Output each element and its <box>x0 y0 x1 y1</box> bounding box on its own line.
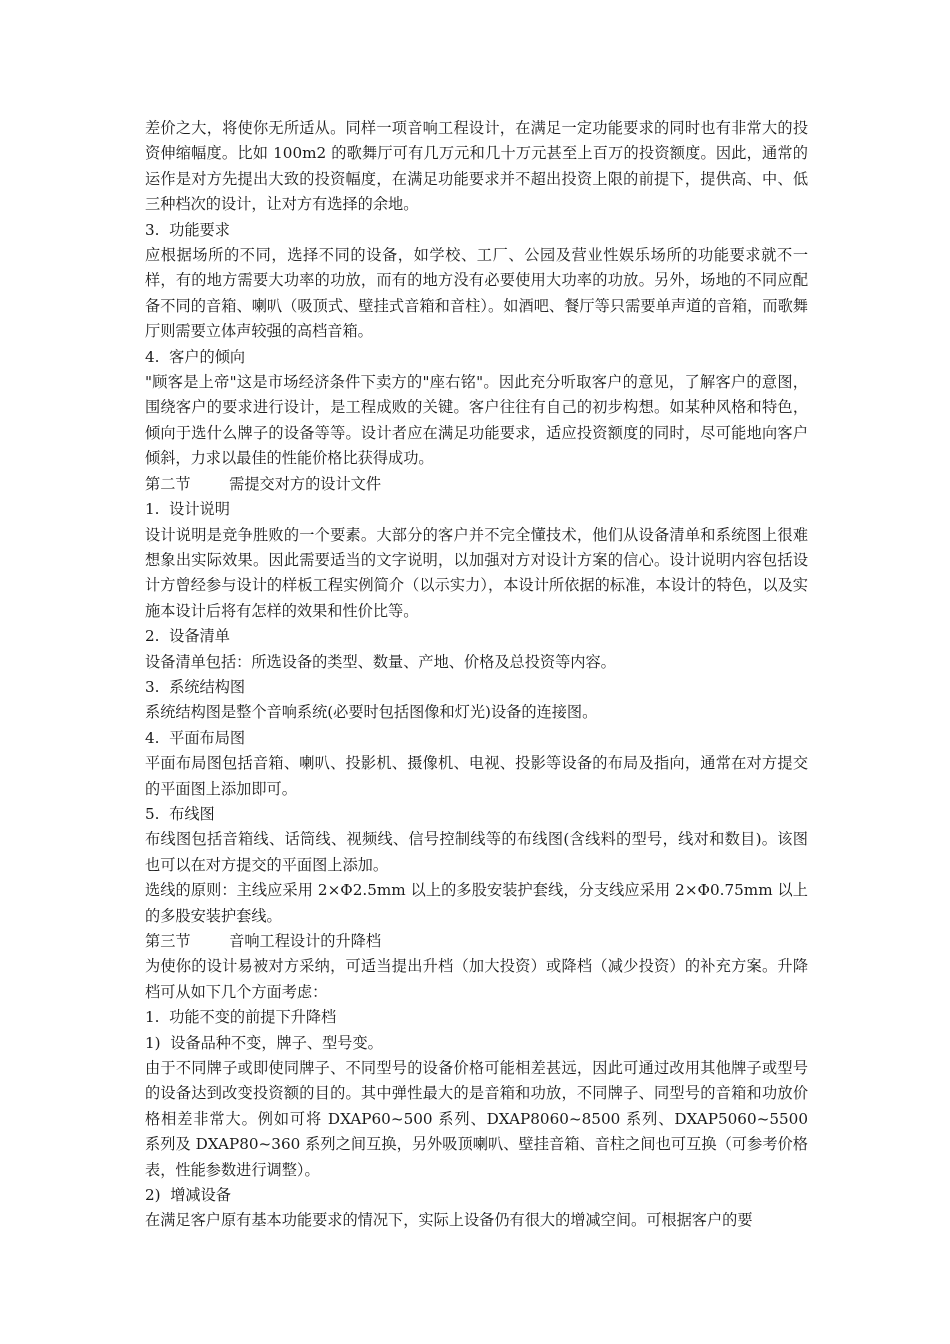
heading-same-function: 1. 功能不变的前提下升降档 <box>145 1008 337 1027</box>
paragraph-cable-selection: 选线的原则：主线应采用 2×Φ2.5mm 以上的多股安装护套线，分支线应采用 2×Φ0.75mm 以上的多股安装护套线。 <box>145 881 808 925</box>
paragraph-floor-layout: 平面布局图包括音箱、喇叭、投影机、摄像机、电视、投影等设备的布局及指向，通常在对方提交的平面图上添加即可。 <box>145 754 808 798</box>
section-heading-upgrade-downgrade: 第三节 音响工程设计的升降档 <box>145 932 382 950</box>
document-body <box>145 116 808 1234</box>
paragraph-system-diagram: 系统结构图是整个音响系统(必要时包括图像和灯光)设备的连接图。 <box>145 703 598 722</box>
paragraph-brand-model-change: 由于不同牌子或即使同牌子、不同型号的设备价格可能相差甚远，因此可通过改用其他牌子或型号的设备达到改变投资额的目的。其中弹性最大的是音箱和功放，不同牌子、同型号的音箱和功放价格相差非常大。例如可将 DXAP60~500 系列、DXAP8060~8500 系列、DXAP5060~5500 系列及 DXAP80~360 系列之间互换，另外吸顶喇叭、壁挂音箱、音柱之间也可互换（可参考价格表，性能参数进行调整）。 <box>145 1059 808 1179</box>
paragraph-function-requirements: 应根据场所的不同，选择不同的设备，如学校、工厂、公园及营业性娱乐场所的功能要求就不一样，有的地方需要大功率的功放，而有的地方没有必要使用大功率的功放。另外，场地的不同应配备不同的音箱、喇叭（吸顶式、壁挂式音箱和音柱）。如酒吧、餐厅等只需要单声道的音箱，而歌舞厅则需要立体声较强的高档音箱。 <box>145 246 808 341</box>
paragraph-upgrade-intro: 为使你的设计易被对方采纳，可适当提出升档（加大投资）或降档（减少投资）的补充方案。升降档可从如下几个方面考虑： <box>145 957 808 1001</box>
paragraph-wiring-diagram: 布线图包括音箱线、话筒线、视频线、信号控制线等的布线图(含线料的型号，线对和数目)。该图也可以在对方提交的平面图上添加。 <box>145 830 808 874</box>
heading-design-description: 1. 设计说明 <box>145 500 230 519</box>
paragraph-design-description: 设计说明是竞争胜败的一个要素。大部分的客户并不完全懂技术，他们从设备清单和系统图上很难想象出实际效果。因此需要适当的文字说明，以加强对方对设计方案的信心。设计说明内容包括设计方曾经参与设计的样板工程实例简介（以示实力），本设计所依据的标准，本设计的特色，以及实施本设计后将有怎样的效果和性价比等。 <box>145 525 808 620</box>
heading-floor-layout: 4. 平面布局图 <box>145 728 246 747</box>
paragraph-add-remove-equipment: 在满足客户原有基本功能要求的情况下，实际上设备仍有很大的增减空间。可根据客户的要 <box>145 1211 753 1230</box>
heading-system-diagram: 3. 系统结构图 <box>145 677 246 696</box>
heading-same-equipment-type: 1) 设备品种不变，牌子、型号变。 <box>145 1033 383 1052</box>
section-heading-design-documents: 第二节 需提交对方的设计文件 <box>145 474 382 493</box>
heading-function-requirements: 3. 功能要求 <box>145 220 230 239</box>
paragraph-equipment-list: 设备清单包括：所选设备的类型、数量、产地、价格及总投资等内容。 <box>145 652 616 671</box>
heading-equipment-list: 2. 设备清单 <box>145 627 230 646</box>
heading-client-preference: 4. 客户的倾向 <box>145 347 246 366</box>
heading-wiring-diagram: 5. 布线图 <box>145 804 215 823</box>
paragraph-client-preference: "顾客是上帝"这是市场经济条件下卖方的"座右铭"。因此充分听取客户的意见，了解客户的意图，围绕客户的要求进行设计，是工程成败的关键。客户往往有自己的初步构想。如某种风格和特色，倾向于选什么牌子的设备等等。设计者应在满足功能要求，适应投资额度的同时，尽可能地向客户倾斜，力求以最佳的性能价格比获得成功。 <box>145 373 808 468</box>
heading-add-remove-equipment: 2) 增减设备 <box>145 1186 231 1205</box>
paragraph-budget-range: 差价之大，将使你无所适从。同样一项音响工程设计，在满足一定功能要求的同时也有非常大的投资伸缩幅度。比如 100m2 的歌舞厅可有几万元和几十万元甚至上百万的投资额度。因此，通常的运作是对方先提出大致的投资幅度，在满足功能要求并不超出投资上限的前提下，提供高、中、低三种档次的设计，让对方有选择的余地。 <box>145 119 808 214</box>
